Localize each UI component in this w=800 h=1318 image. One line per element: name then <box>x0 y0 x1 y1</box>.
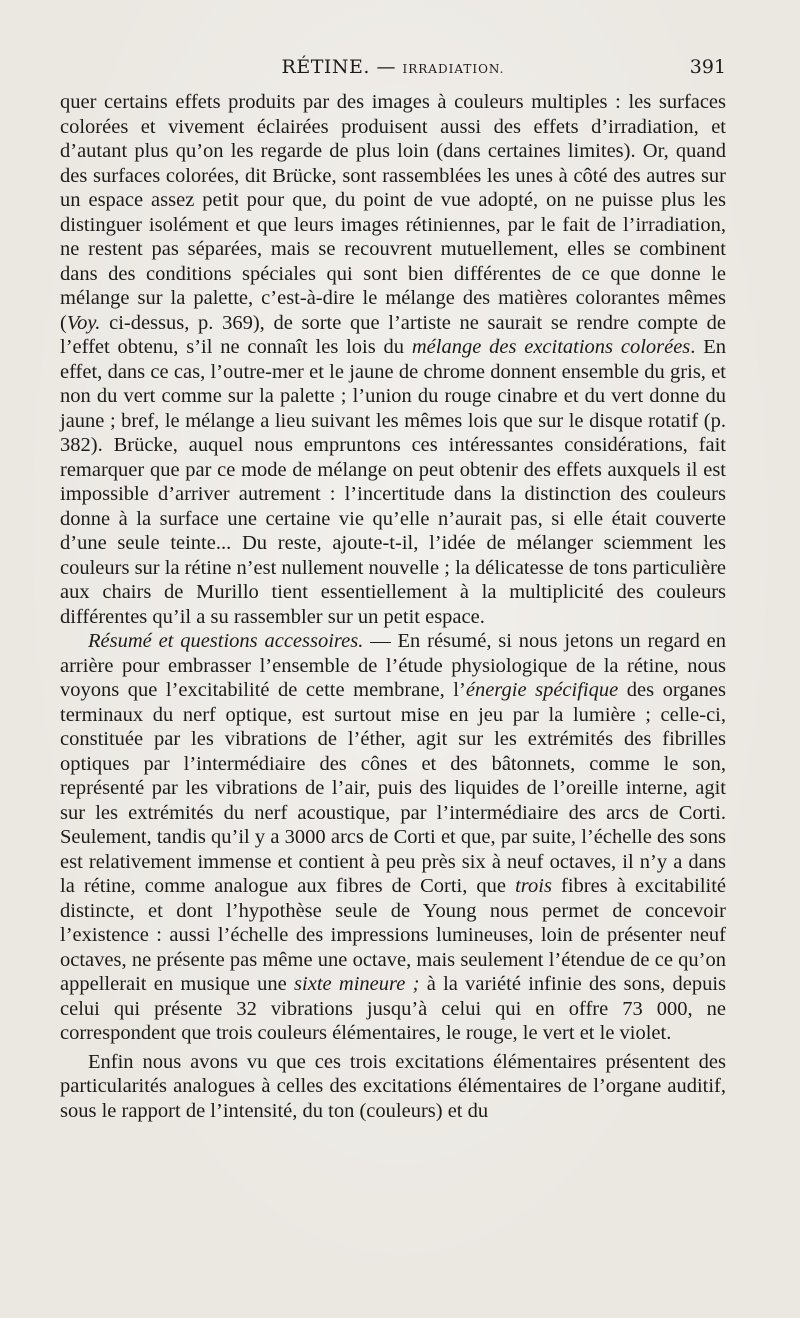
text-run: à la variété infinie des sons, depuis celui qui présente 32 vibrations jusqu’à celui qui en offre 73 000, ne correspondent que trois couleurs élémentaires, le rouge, le vert et le violet. <box>60 973 726 1044</box>
text-run: — En résumé, si nous jetons un regard en arrière pour embrasser l’ensemble de l’étude physiologique de la rétine, nous voyons que l’excitabilité de cette membrane, l’ <box>60 630 726 701</box>
running-header <box>60 52 726 82</box>
italic-run: sixte mineure ; <box>294 973 420 995</box>
title-sub: IRRADIATION. <box>402 62 505 76</box>
text-run: Enfin nous avons vu que ces trois excitations élémentaires présentent des particularités analogues à celles des excitations élémentaires de l’organe auditif, sous le rapport de l’intensité, du ton (couleurs) et du <box>60 1050 726 1122</box>
text-run: ci-dessus, p. 369), de sorte que l’artiste ne saurait se rendre compte de l’effet obtenu, s’il ne connaît les lois du <box>60 311 726 358</box>
title-dash: — <box>369 56 403 78</box>
text-run: quer certains effets produits par des images à couleurs multiples : les surfaces colorées et vivement éclairées produisent aussi des effets d’irradiation, et d’autant plus qu’on les regarde de plus loin (dans certaines limites). Or, quand des surfaces colorées, dit Brücke, sont rassemblées les unes à côté des autres sur un espace assez petit pour que, du point de vue adopté, on ne puisse plus les distinguer isolément et que leurs images rétiniennes, par le fait de l’irradiation, ne restent pas séparées, mais se recouvrent mutuellement, elles se combinent dans des conditions spéciales qui sont bien différentes de ce que donne le mélange sur la palette, c’est-à-dire le mélange des matières colorantes mêmes ( <box>60 91 726 334</box>
text-run: fibres à excitabilité distincte, et dont l’hypothèse seule de Young nous permet de concevoir l’existence : aussi l’échelle des impressions lumineuses, loin de présenter neuf octaves, ne présente pas même une octave, mais seulement l’étendue de ce qu’on appellerait en musique une <box>60 875 727 995</box>
running-title <box>60 56 726 78</box>
title-main: RÉTINE. <box>281 56 370 78</box>
italic-run: trois <box>515 875 552 897</box>
italic-run: mélange des excitations colorées <box>411 336 691 358</box>
body-text <box>60 90 726 1123</box>
paragraph-enfin <box>60 1050 726 1124</box>
italic-run: énergie spécifique <box>465 679 619 701</box>
section-heading-italic: Résumé et questions accessoires. <box>88 630 364 652</box>
page-number: 391 <box>689 56 726 78</box>
italic-run: Voy. <box>66 311 101 334</box>
paragraph-brucke <box>60 90 726 629</box>
paragraph-resume <box>60 629 726 1046</box>
text-run: . En effet, dans ce cas, l’outre-mer et le jaune de chrome donnent ensemble du gris, et non du vert comme sur la palette ; l’union du rouge cinabre et du vert donne du jaune ; bref, le mélange a lieu suivant les mêmes lois que sur le disque rotatif (p. 382). Brücke, auquel nous empruntons ces intéressantes considérations, fait remarquer que par ce mode de mélange on peut obtenir des effets auxquels il est impossible d’arriver autrement : l’incertitude dans la distinction des couleurs donne à la surface une certaine vie qu’elle n’aurait pas, si elle était couverte d’une seule teinte... Du reste, ajoute-t-il, l’idée de mélanger sciemment les couleurs sur la rétine n’est nullement nouvelle ; la délicatesse de tons particulière aux chairs de Murillo tient essentiellement à la multiplicité des couleurs différentes qu’il a su rassembler sur un petit espace. <box>60 336 727 628</box>
text-run: des organes terminaux du nerf optique, est surtout mise en jeu par la lumière ; celle-ci, constituée par les vibrations de l’éther, agit sur les extrémités des fibrilles optiques par l’intermédiaire des cônes et des bâtonnets, comme le son, représenté par les vibrations de l’air, puis des liquides de l’oreille interne, agit sur les extrémités du nerf acoustique, par l’intermédiaire des arcs de Corti. Seulement, tandis qu’il y a 3000 arcs de Corti et que, par suite, l’échelle des sons est relativement immense et contient à peu près six à neuf octaves, il n’y a dans la rétine, comme analogue aux fibres de Corti, que <box>60 679 726 897</box>
